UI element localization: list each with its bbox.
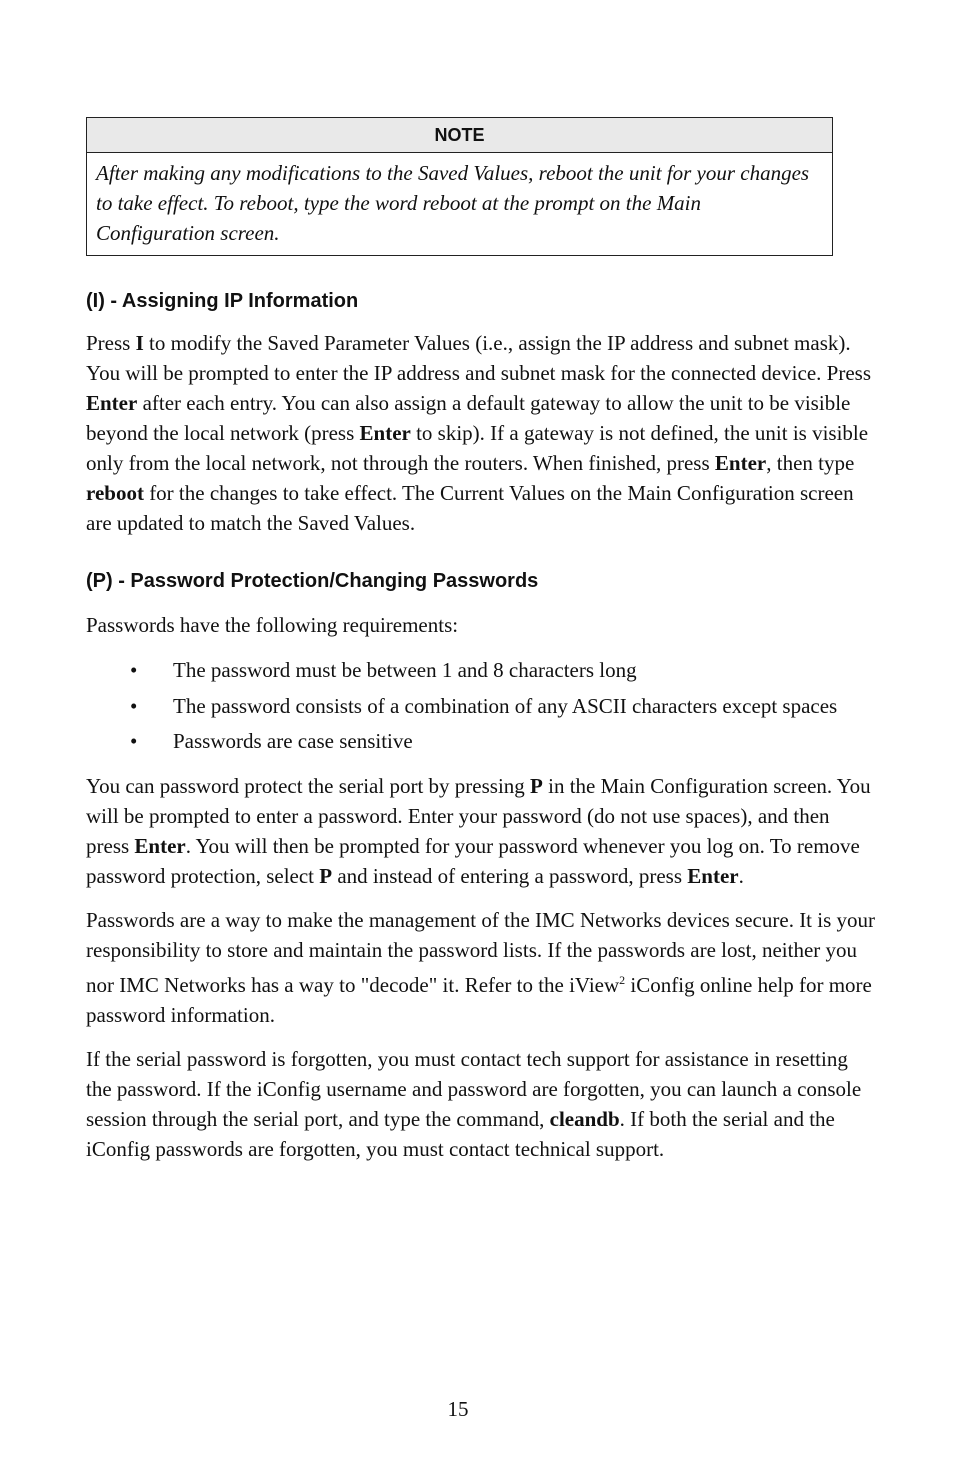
password-paragraph-2 [86, 905, 876, 1030]
text-run: to skip). If a gateway is not defined, the unit is visible only from the local network, not through the routers. When finished, press [86, 421, 869, 475]
note-heading: NOTE [87, 118, 832, 153]
text-run: after each entry. You can also assign a default gateway to allow the unit to be visible beyond the local network (press [86, 391, 851, 445]
text-run: . If both the serial and the iConfig passwords are forgotten, you must contact technical support. [86, 1107, 835, 1161]
text-run: Passwords are a way to make the management of the IMC Networks devices secure. It is your responsibility to store and maintain the password lists. If the passwords are lost, neither you nor IMC Networks has a way to "decode" it. Refer to the iView [86, 908, 876, 997]
text-run: for the changes to take effect. The Current Values on the Main Configuration screen are updated to match the Saved Values. [86, 481, 854, 535]
text-run: . You will then be prompted for your password whenever you log on. To remove password protection, select [86, 834, 860, 888]
key-i: I [135, 331, 144, 355]
section-heading-password: (P) - Password Protection/Changing Passwords [86, 570, 539, 592]
password-paragraph-1 [86, 771, 876, 891]
password-intro: Passwords have the following requirements: [86, 613, 459, 637]
text-run: If the serial password is forgotten, you must contact tech support for assistance in resetting the password. If the iConfig username and password are forgotten, you can launch a console session through the serial port, and type the command, [86, 1047, 862, 1131]
list-item-text: The password must be between 1 and 8 characters long [173, 658, 637, 682]
bullet-icon: • [130, 658, 138, 682]
key-p: P [530, 774, 543, 798]
bullet-icon: • [130, 729, 138, 753]
list-item [86, 691, 876, 721]
key-enter: Enter [359, 421, 411, 445]
requirements-list [86, 655, 876, 756]
note-box [86, 117, 833, 256]
ip-paragraph [86, 328, 876, 538]
key-p: P [319, 864, 333, 888]
text-run: , then type [766, 451, 855, 475]
document-page [86, 117, 876, 1164]
superscript: 2 [619, 973, 626, 987]
list-item-text: The password consists of a combination of any ASCII characters except spaces [173, 694, 838, 718]
list-item [86, 655, 876, 685]
text-run: You can password protect the serial port by pressing [86, 774, 531, 798]
key-enter: Enter [86, 391, 138, 415]
note-text: After making any modifications to the Saved Values, reboot the unit for your changes to take effect. To reboot, type the word reboot at the prompt on the Main Configuration screen. [96, 161, 810, 245]
section-heading-ip: (I) - Assigning IP Information [86, 290, 359, 312]
text-run: iConfig online help for more password information. [86, 973, 872, 1027]
text-run: to modify the Saved Parameter Values (i.e., assign the IP address and subnet mask). You will be prompted to enter the IP address and subnet mask for the connected device. Press [86, 331, 871, 385]
command-reboot: reboot [86, 481, 144, 505]
bullet-icon: • [130, 694, 138, 718]
list-item [86, 726, 876, 756]
text-run: . [738, 864, 744, 888]
key-enter: Enter [134, 834, 186, 858]
text-run: in the Main Configuration screen. You will be prompted to enter a password. Enter your password (do not use spaces), and then press [86, 774, 871, 858]
text-run: and instead of entering a password, press [332, 864, 688, 888]
command-cleandb: cleandb [549, 1107, 620, 1131]
key-enter: Enter [714, 451, 767, 475]
key-enter: Enter [687, 864, 739, 888]
text-run: Press [86, 331, 136, 355]
password-paragraph-3 [86, 1044, 876, 1164]
page-number: 15 [447, 1397, 469, 1421]
list-item-text: Passwords are case sensitive [173, 729, 413, 753]
